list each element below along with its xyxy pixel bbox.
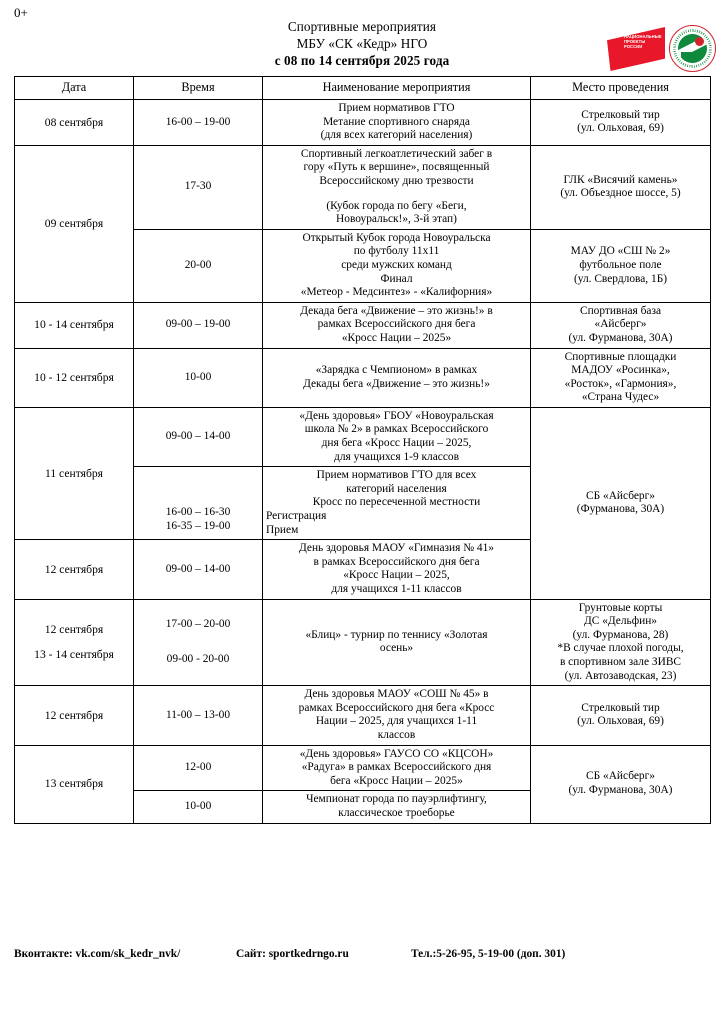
table-row — [15, 745, 711, 791]
cell-date: 10 - 14 сентября — [15, 302, 134, 348]
event-line: Открытый Кубок города Новоуральска — [302, 231, 491, 244]
event-line: дня бега «Кросс Нации – 2025, — [321, 437, 472, 450]
table-row — [15, 145, 711, 229]
cell-date: 11 сентября — [15, 407, 134, 539]
document-footer — [14, 948, 710, 960]
header-date-range: с 08 по 14 сентября 2025 года — [274, 53, 450, 68]
event-line: «Зарядка с Чемпионом» в рамках — [315, 364, 478, 377]
place-line: (ул. Объездное шоссе, 5) — [560, 187, 681, 200]
cell-time: 11-00 – 13-00 — [134, 686, 263, 745]
column-header-time: Время — [134, 77, 263, 100]
cell-event-name — [263, 599, 531, 686]
time-line: 17-00 – 20-00 — [165, 617, 231, 630]
cell-event-name — [263, 100, 531, 146]
date-line: 13 - 14 сентября — [34, 647, 114, 661]
event-line: среди мужских команд — [341, 258, 452, 271]
cell-place — [531, 100, 711, 146]
event-line: рамках Всероссийского дня бега — [317, 318, 476, 331]
event-line: «Радуга» в рамках Всероссийского дня — [301, 761, 492, 774]
cell-time: 09-00 – 14-00 — [134, 407, 263, 466]
column-header-place: Место проведения — [531, 77, 711, 100]
table-row — [15, 599, 711, 686]
cell-event-name — [263, 302, 531, 348]
place-line: *В случае плохой погоды, — [557, 642, 684, 655]
place-line: Спортивная база — [579, 304, 662, 317]
time-blank-line — [137, 473, 259, 484]
event-line: (Кубок города по бегу «Беги, — [326, 199, 467, 212]
event-line: Нации – 2025, для учащихся 1-11 — [315, 715, 478, 728]
event-line: школа № 2» в рамках Всероссийского — [304, 423, 489, 436]
column-header-name: Наименование мероприятия — [263, 77, 531, 100]
header-line-1: Спортивные мероприятия — [287, 19, 437, 34]
place-line: СБ «Айсберг» — [586, 770, 655, 783]
cell-date: 13 сентября — [15, 745, 134, 823]
sports-club-emblem-icon — [669, 25, 716, 72]
place-line: ГЛК «Висячий камень» — [563, 173, 678, 186]
event-line: «Метеор - Медсинтез» - «Калифорния» — [300, 286, 493, 299]
event-line: Кросс по пересеченной местности — [312, 496, 481, 509]
event-line: Метание спортивного снаряда — [323, 115, 470, 128]
event-line: День здоровья МАОУ «Гимназия № 41» — [298, 542, 494, 555]
event-line: Прием — [266, 523, 299, 536]
time-blank-line — [137, 642, 259, 653]
place-line: МАУ ДО «СШ № 2» — [570, 245, 671, 258]
footer-site-link[interactable]: Сайт: sportkedrngo.ru — [236, 948, 349, 960]
column-header-date: Дата — [15, 77, 134, 100]
event-line: рамках Всероссийского дня бега «Кросс — [298, 701, 495, 714]
place-line: ДС «Дельфин» — [583, 615, 658, 628]
cell-event-name — [263, 791, 531, 823]
place-line: Спортивные площадки — [564, 350, 677, 363]
event-line: «Кросс Нации – 2025» — [341, 331, 452, 344]
cell-date: 08 сентября — [15, 100, 134, 146]
event-line: Регистрация — [266, 510, 327, 523]
event-line: «День здоровья» ГАУСО СО «КЦСОН» — [299, 747, 494, 760]
cell-date: 12 сентября — [15, 540, 134, 599]
event-line: Спортивный легкоатлетический забег в — [300, 147, 493, 160]
events-schedule-table — [14, 76, 711, 824]
cell-time: 16-00 – 19-00 — [134, 100, 263, 146]
cell-time: 10-00 — [134, 348, 263, 407]
event-line: осень» — [379, 642, 414, 655]
cell-event-name — [263, 407, 531, 466]
footer-vk-link[interactable]: Вконтакте: vk.com/sk_kedr_nvk/ — [14, 948, 181, 960]
logo-group — [600, 20, 716, 76]
place-line: (ул. Фурманова, 28) — [572, 628, 669, 641]
cell-place — [531, 229, 711, 302]
event-line: бега «Кросс Нации – 2025» — [330, 774, 463, 787]
cell-event-name — [263, 348, 531, 407]
time-blank-line — [137, 631, 259, 642]
event-line: «Блиц» - турнир по теннису «Золотая — [305, 628, 488, 641]
date-blank-line — [18, 637, 130, 648]
event-line: для учащихся 1-11 классов — [331, 583, 462, 595]
cell-event-name — [263, 745, 531, 791]
table-row — [15, 348, 711, 407]
cell-date: 10 - 12 сентября — [15, 348, 134, 407]
event-line: Новоуральск!», 3-й этап) — [336, 213, 457, 226]
place-line: СБ «Айсберг» — [586, 489, 655, 502]
cell-place — [531, 686, 711, 745]
cell-event-name — [263, 467, 531, 540]
place-line: (ул. Ольховая, 69) — [577, 715, 664, 728]
cell-event-name — [263, 145, 531, 229]
event-line: День здоровья МАОУ «СОШ № 45» в — [304, 688, 489, 701]
time-line: 09-00 - 20-00 — [166, 653, 230, 666]
cell-time — [134, 599, 263, 686]
emblem-wedge — [681, 52, 692, 61]
cell-place — [531, 145, 711, 229]
place-line: Стрелковый тир — [581, 701, 660, 714]
event-line: Прием нормативов ГТО — [338, 102, 455, 114]
emblem-dot — [695, 37, 704, 46]
time-line: 16-35 – 19-00 — [165, 519, 231, 532]
header-line-2: МБУ «СК «Кедр» НГО — [296, 36, 428, 51]
event-line: Прием нормативов ГТО для всех — [316, 469, 477, 482]
event-line: в рамках Всероссийского дня бега — [313, 555, 480, 568]
date-line: 12 сентября — [44, 623, 104, 637]
place-line: МАДОУ «Росинка», — [571, 364, 670, 377]
national-projects-logo-icon — [607, 23, 665, 73]
event-line: по футболу 11х11 — [353, 245, 440, 258]
event-line: Декада бега «Движение – это жизнь!» в — [300, 304, 493, 317]
cell-event-name — [263, 540, 531, 599]
event-line: Чемпионат города по пауэрлифтингу, — [306, 793, 487, 806]
event-line: «Кросс Нации – 2025, — [343, 569, 450, 582]
place-line: в спортивном зале ЗИВС — [559, 655, 682, 668]
event-line: гору «Путь к вершине», посвященный — [303, 161, 490, 174]
table-header-row — [15, 77, 711, 100]
event-line: Всероссийскому дню трезвости — [319, 174, 474, 187]
place-line: (ул. Фурманова, 30А) — [568, 784, 673, 797]
place-line: «Страна Чудес» — [581, 391, 660, 404]
cell-time: 12-00 — [134, 745, 263, 791]
table-row — [15, 100, 711, 146]
place-line: (ул. Свердлова, 1Б) — [573, 272, 668, 285]
place-line: Стрелковый тир — [581, 108, 660, 121]
cell-place — [531, 407, 711, 599]
time-line: 16-00 – 16-30 — [165, 506, 231, 519]
place-line: (Фурманова, 30А) — [576, 503, 665, 516]
cell-date — [15, 599, 134, 686]
event-line: для учащихся 1-9 классов — [334, 450, 459, 463]
event-line: Финал — [380, 272, 413, 285]
cell-place — [531, 302, 711, 348]
emblem-inner-circle — [678, 34, 707, 63]
place-line: футбольное поле — [579, 258, 662, 271]
event-line: «День здоровья» ГБОУ «Новоуральская — [299, 409, 494, 422]
event-blank-line — [266, 189, 527, 200]
cell-event-name — [263, 229, 531, 302]
cell-place — [531, 599, 711, 686]
time-blank-line — [137, 484, 259, 495]
event-line: Декады бега «Движение – это жизнь!» — [303, 377, 490, 390]
cell-time: 10-00 — [134, 791, 263, 823]
cell-date: 12 сентября — [15, 686, 134, 745]
cell-place — [531, 745, 711, 823]
table-row — [15, 407, 711, 466]
age-rating-marker: 0+ — [14, 5, 28, 20]
event-line: классов — [377, 728, 416, 741]
cell-time — [134, 467, 263, 540]
national-projects-label: НАЦИОНАЛЬНЫЕ ПРОЕКТЫ РОССИИ — [624, 34, 662, 50]
place-line: «Айсберг» — [594, 318, 647, 331]
table-row — [15, 302, 711, 348]
table-row — [15, 686, 711, 745]
place-line: «Росток», «Гармония», — [564, 377, 677, 390]
event-line: (для всех категорий населения) — [320, 129, 473, 142]
place-line: (ул. Ольховая, 69) — [577, 122, 664, 135]
cell-event-name — [263, 686, 531, 745]
place-line: (ул. Фурманова, 30А) — [568, 331, 673, 344]
cell-time: 20-00 — [134, 229, 263, 302]
footer-phone-number: Тел.:5-26-95, 5-19-00 (доп. 301) — [411, 948, 566, 960]
place-line: Грунтовые корты — [578, 601, 663, 614]
time-blank-line — [137, 495, 259, 506]
cell-place — [531, 348, 711, 407]
cell-time: 09-00 – 14-00 — [134, 540, 263, 599]
place-line: (ул. Автозаводская, 23) — [564, 669, 677, 682]
event-line: категорий населения — [346, 482, 447, 495]
event-line: классическое троеборье — [338, 806, 455, 819]
cell-time: 09-00 – 19-00 — [134, 302, 263, 348]
cell-date: 09 сентября — [15, 145, 134, 302]
cell-time: 17-30 — [134, 145, 263, 229]
